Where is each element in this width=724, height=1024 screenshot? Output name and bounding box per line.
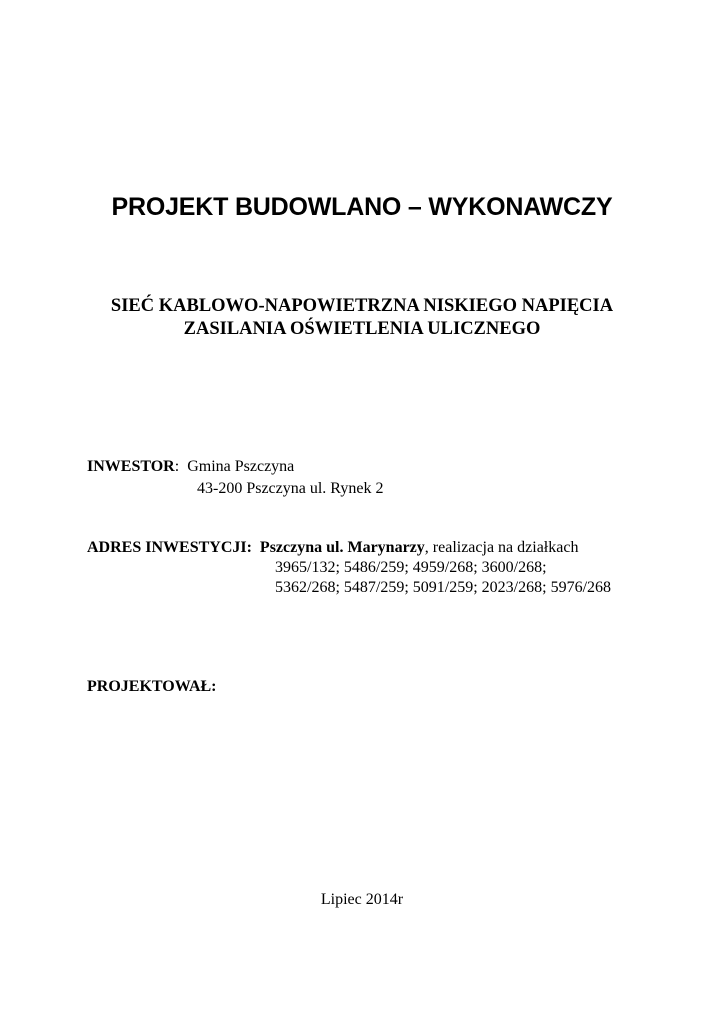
plot-list-line-2: 5362/268; 5487/259; 5091/259; 2023/268; 5976/268 bbox=[275, 579, 612, 596]
designer-label: PROJEKTOWAŁ: bbox=[87, 678, 217, 695]
investor-label: INWESTOR bbox=[87, 458, 175, 475]
plot-list-line-1: 3965/132; 5486/259; 4959/268; 3600/268; bbox=[275, 559, 547, 576]
investment-address-label: ADRES INWESTYCJI: bbox=[87, 539, 252, 556]
document-date: Lipiec 2014r bbox=[320, 891, 404, 908]
document-title: PROJEKT BUDOWLANO – WYKONAWCZY bbox=[111, 193, 613, 221]
investor-colon: : bbox=[174, 458, 188, 475]
investor-address: 43-200 Pszczyna ul. Rynek 2 bbox=[197, 480, 384, 497]
investor-section bbox=[87, 456, 383, 500]
investor-name: Gmina Pszczyna bbox=[187, 458, 295, 475]
subtitle-line-2: ZASILANIA OŚWIETLENIA ULICZNEGO bbox=[183, 319, 541, 339]
subtitle-line-1: SIEĆ KABLOWO-NAPOWIETRZNA NISKIEGO NAPIĘCIA bbox=[110, 296, 614, 316]
document-subtitle bbox=[0, 295, 724, 341]
investment-description: , realizacja na działkach bbox=[424, 539, 579, 556]
investment-place: Pszczyna ul. Marynarzy bbox=[259, 539, 425, 556]
investment-address-section bbox=[87, 538, 717, 598]
